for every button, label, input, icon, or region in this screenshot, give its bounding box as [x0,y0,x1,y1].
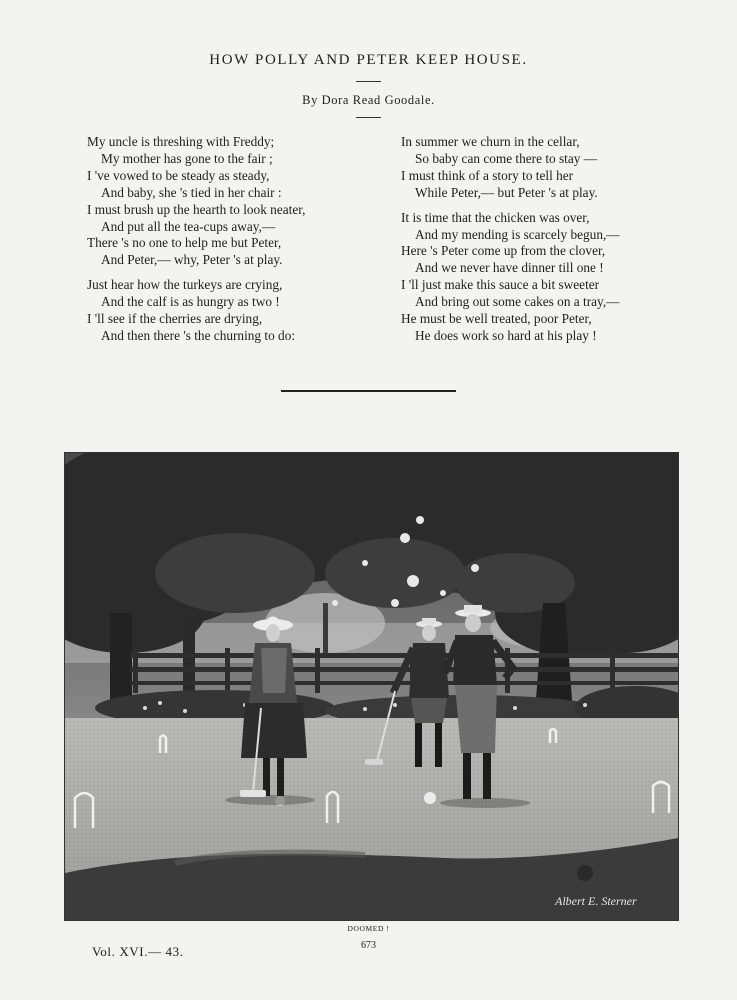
poem-stanza [401,210,620,345]
poem-line: And we never have dinner till one ! [415,260,604,276]
poem-line: And Peter,— why, Peter 's at play. [101,252,283,268]
poem-line: And baby, she 's tied in her chair : [101,184,282,200]
byline-rule [356,117,381,118]
page-number: 673 [361,940,376,951]
poem-line: And put all the tea-cups away,— [101,218,276,234]
poem-line: It is time that the chicken was over, [401,209,590,225]
poem-line: Here 's Peter come up from the clover, [401,243,606,259]
poem-line: And then there 's the churning to do: [101,327,296,343]
article-title: HOW POLLY AND PETER KEEP HOUSE. [209,52,528,68]
poem-line: And bring out some cakes on a tray,— [415,294,620,310]
byline: By Dora Read Goodale. [302,93,435,107]
poem-line: Just hear how the turkeys are crying, [87,277,283,293]
poem-line: I 'll see if the cherries are drying, [87,311,263,327]
poem-line: I 'll just make this sauce a bit sweeter [401,277,600,293]
poem-stanza [87,134,305,269]
artist-signature: Albert E. Sterner [555,894,637,908]
croquet-illustration [64,452,679,921]
poem-column-left [87,134,305,353]
poem-column-right [401,134,620,353]
poem-line: My uncle is threshing with Freddy; [87,134,275,149]
poem-stanza [87,277,305,345]
poem-line: In summer we churn in the cellar, [401,134,580,149]
volume-number: Vol. XVI.— 43. [92,944,184,959]
section-divider [281,390,456,392]
poem-line: While Peter,— but Peter 's at play. [415,184,598,200]
poem-stanza [401,134,620,202]
poem-line: So baby can come there to stay — [415,150,598,166]
poem-line: I must think of a story to tell her [401,167,574,183]
poem-line: I 've vowed to be steady as steady, [87,167,270,183]
poem-line: And the calf is as hungry as two ! [101,294,280,310]
poem-line: There 's no one to help me but Peter, [87,235,282,251]
title-rule [356,81,381,82]
poem-line: He must be well treated, poor Peter, [401,311,592,327]
poem-line: I must brush up the hearth to look neater, [87,201,306,217]
croquet-scene [65,453,678,920]
poem-line: My mother has gone to the fair ; [101,150,273,166]
poem-line: He does work so hard at his play ! [415,327,597,343]
poem-line: And my mending is scarcely begun,— [415,226,620,242]
illustration-caption: DOOMED ! [347,924,390,933]
